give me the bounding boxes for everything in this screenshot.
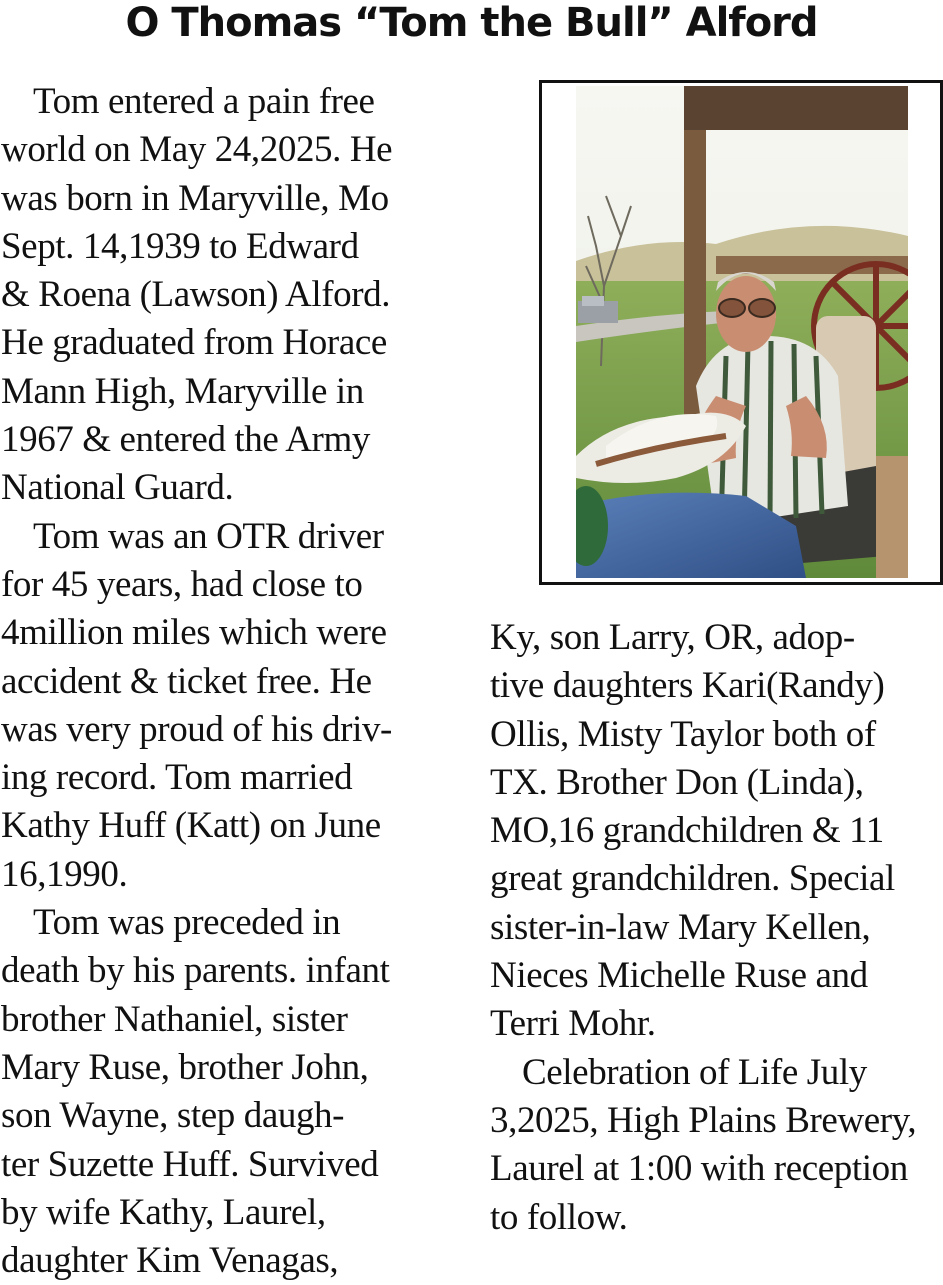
text-line: Kathy Huff (Katt) on June: [1, 805, 381, 847]
text-line: Mann High, Maryville in: [1, 370, 364, 412]
text-line: Tom entered a pain free: [33, 81, 375, 122]
text-line: Tom was an OTR driver: [33, 515, 384, 557]
text-line: brother Nathaniel, sister: [1, 998, 348, 1040]
text-line: was born in Maryville, Mo: [1, 177, 389, 219]
portrait-photo: [576, 86, 908, 578]
text-line: ter Suzette Huff. Survived: [1, 1143, 379, 1185]
text-line: TX. Brother Don (Linda),: [490, 761, 864, 803]
right-text-column: [490, 614, 943, 1242]
text-line: 16,1990.: [1, 853, 128, 895]
text-line: Ollis, Misty Taylor both of: [490, 713, 876, 755]
text-line: ing record. Tom married: [1, 757, 353, 799]
text-line: Sept. 14,1939 to Edward: [1, 225, 359, 267]
left-text-column: [1, 78, 431, 1285]
text-line: & Roena (Lawson) Alford.: [1, 274, 391, 316]
text-line: Nieces Michelle Ruse and: [490, 955, 868, 997]
text-line: Laurel at 1:00 with reception: [490, 1148, 908, 1190]
text-line: daughter Kim Venagas,: [1, 1240, 339, 1282]
text-line: Celebration of Life July: [522, 1051, 867, 1093]
text-line: tive daughters Kari(Randy): [490, 665, 885, 707]
text-line: Terri Mohr.: [490, 1003, 656, 1045]
text-line: Ky, son Larry, OR, adop-: [490, 617, 855, 658]
text-line: National Guard.: [1, 467, 234, 509]
text-line: for 45 years, had close to: [1, 563, 363, 605]
portrait-photo-frame: [539, 80, 943, 585]
text-line: to follow.: [490, 1196, 628, 1238]
text-line: Mary Ruse, brother John,: [1, 1046, 369, 1088]
text-line: son Wayne, step daugh-: [1, 1095, 345, 1137]
text-line: Tom was preceded in: [33, 902, 341, 944]
text-line: He graduated from Horace: [1, 322, 387, 364]
text-line: sister-in-law Mary Kellen,: [490, 906, 871, 948]
text-line: accident & ticket free. He: [1, 660, 372, 702]
text-line: was very proud of his driv-: [1, 708, 392, 750]
text-line: death by his parents. infant: [1, 950, 390, 992]
text-line: great grandchildren. Special: [490, 858, 895, 900]
text-line: 3,2025, High Plains Brewery,: [490, 1099, 917, 1141]
text-line: 1967 & entered the Army: [1, 419, 370, 461]
text-line: world on May 24,2025. He: [1, 129, 393, 171]
text-line: 4million miles which were: [1, 612, 387, 654]
text-line: by wife Kathy, Laurel,: [1, 1191, 326, 1233]
obituary-title: O Thomas “Tom the Bull” Alford: [125, 0, 818, 46]
text-line: MO,16 grandchildren & 11: [490, 810, 884, 852]
